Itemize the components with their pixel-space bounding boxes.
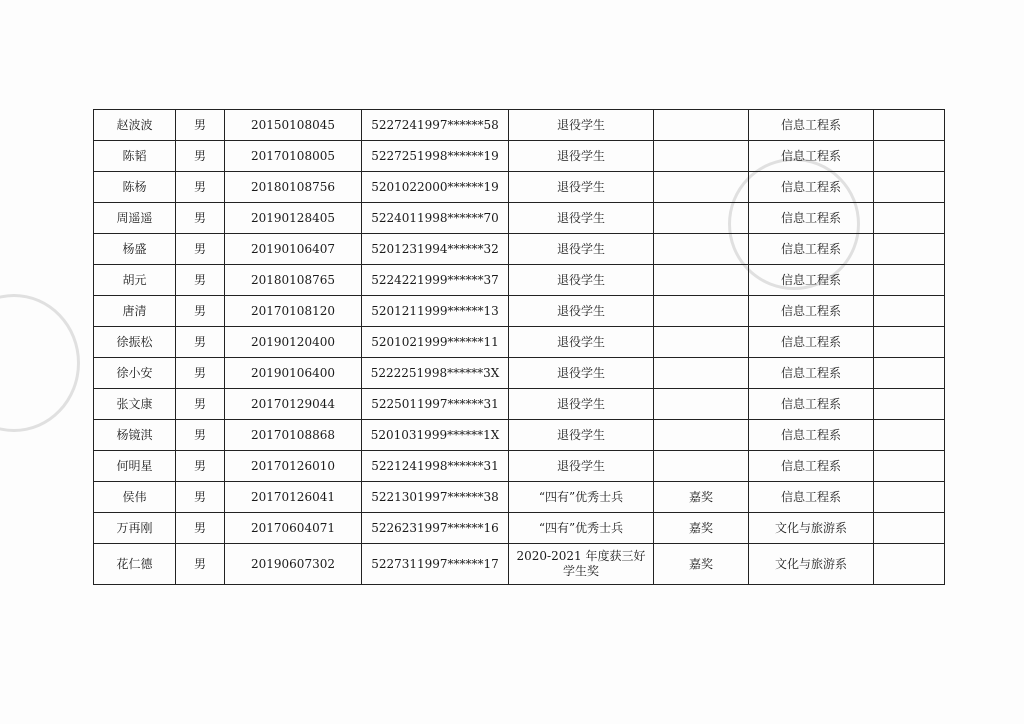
reason-cell: 退役学生: [509, 389, 654, 420]
student-id-cell: 20170108005: [225, 141, 362, 172]
table-row: [94, 482, 945, 513]
id-number-cell: 5222251998******3X: [362, 358, 509, 389]
reason-cell: 退役学生: [509, 203, 654, 234]
gender-cell: 男: [176, 296, 225, 327]
name-cell: 徐小安: [94, 358, 176, 389]
name-cell: 徐振松: [94, 327, 176, 358]
gender-cell: 男: [176, 327, 225, 358]
gender-cell: 男: [176, 513, 225, 544]
student-id-cell: 20190128405: [225, 203, 362, 234]
name-cell: 万再刚: [94, 513, 176, 544]
gender-cell: 男: [176, 110, 225, 141]
award-cell: [654, 141, 749, 172]
reason-cell: 退役学生: [509, 141, 654, 172]
note-cell: [874, 513, 945, 544]
note-cell: [874, 327, 945, 358]
student-id-cell: 20170604071: [225, 513, 362, 544]
id-number-cell: 5221301997******38: [362, 482, 509, 513]
reason-cell: 退役学生: [509, 327, 654, 358]
award-cell: [654, 420, 749, 451]
note-cell: [874, 389, 945, 420]
department-cell: 信息工程系: [749, 172, 874, 203]
note-cell: [874, 482, 945, 513]
gender-cell: 男: [176, 389, 225, 420]
student-id-cell: 20170126010: [225, 451, 362, 482]
roster-table-body: [94, 110, 945, 585]
student-id-cell: 20170108120: [225, 296, 362, 327]
name-cell: 胡元: [94, 265, 176, 296]
gender-cell: 男: [176, 482, 225, 513]
id-number-cell: 5227241997******58: [362, 110, 509, 141]
note-cell: [874, 265, 945, 296]
table-row: [94, 172, 945, 203]
id-number-cell: 5224011998******70: [362, 203, 509, 234]
award-cell: [654, 172, 749, 203]
table-row: [94, 296, 945, 327]
name-cell: 张文康: [94, 389, 176, 420]
id-number-cell: 5227251998******19: [362, 141, 509, 172]
gender-cell: 男: [176, 358, 225, 389]
department-cell: 信息工程系: [749, 482, 874, 513]
id-number-cell: 5227311997******17: [362, 544, 509, 585]
award-cell: [654, 234, 749, 265]
student-id-cell: 20190120400: [225, 327, 362, 358]
gender-cell: 男: [176, 265, 225, 296]
id-number-cell: 5221241998******31: [362, 451, 509, 482]
award-cell: [654, 110, 749, 141]
name-cell: 陈韬: [94, 141, 176, 172]
department-cell: 信息工程系: [749, 141, 874, 172]
department-cell: 信息工程系: [749, 451, 874, 482]
table-row: [94, 451, 945, 482]
student-id-cell: 20170108868: [225, 420, 362, 451]
student-id-cell: 20180108756: [225, 172, 362, 203]
award-cell: [654, 327, 749, 358]
id-number-cell: 5224221999******37: [362, 265, 509, 296]
table-row: [94, 513, 945, 544]
table-row: [94, 544, 945, 585]
department-cell: 信息工程系: [749, 420, 874, 451]
table-row: [94, 327, 945, 358]
department-cell: 信息工程系: [749, 358, 874, 389]
gender-cell: 男: [176, 451, 225, 482]
reason-cell: 退役学生: [509, 265, 654, 296]
reason-cell: 退役学生: [509, 234, 654, 265]
reason-cell: “四有”优秀士兵: [509, 513, 654, 544]
student-id-cell: 20190106407: [225, 234, 362, 265]
name-cell: 花仁德: [94, 544, 176, 585]
student-id-cell: 20190106400: [225, 358, 362, 389]
award-cell: [654, 358, 749, 389]
note-cell: [874, 203, 945, 234]
name-cell: 何明星: [94, 451, 176, 482]
note-cell: [874, 544, 945, 585]
department-cell: 信息工程系: [749, 327, 874, 358]
name-cell: 赵波波: [94, 110, 176, 141]
table-row: [94, 265, 945, 296]
gender-cell: 男: [176, 172, 225, 203]
student-id-cell: 20180108765: [225, 265, 362, 296]
student-id-cell: 20150108045: [225, 110, 362, 141]
department-cell: 文化与旅游系: [749, 513, 874, 544]
gender-cell: 男: [176, 420, 225, 451]
note-cell: [874, 358, 945, 389]
student-id-cell: 20170129044: [225, 389, 362, 420]
name-cell: 周遥遥: [94, 203, 176, 234]
gender-cell: 男: [176, 141, 225, 172]
note-cell: [874, 420, 945, 451]
reason-cell: 退役学生: [509, 358, 654, 389]
note-cell: [874, 451, 945, 482]
note-cell: [874, 296, 945, 327]
department-cell: 信息工程系: [749, 389, 874, 420]
name-cell: 杨镜淇: [94, 420, 176, 451]
award-cell: [654, 265, 749, 296]
student-id-cell: 20190607302: [225, 544, 362, 585]
name-cell: 陈杨: [94, 172, 176, 203]
note-cell: [874, 172, 945, 203]
reason-cell: 退役学生: [509, 110, 654, 141]
table-row: [94, 110, 945, 141]
table-row: [94, 420, 945, 451]
name-cell: 侯伟: [94, 482, 176, 513]
award-cell: [654, 451, 749, 482]
reason-cell: “四有”优秀士兵: [509, 482, 654, 513]
student-roster-table: [93, 109, 945, 585]
table-row: [94, 203, 945, 234]
reason-cell: 退役学生: [509, 451, 654, 482]
student-id-cell: 20170126041: [225, 482, 362, 513]
award-cell: 嘉奖: [654, 482, 749, 513]
reason-cell: 退役学生: [509, 420, 654, 451]
award-cell: [654, 389, 749, 420]
id-number-cell: 5201031999******1X: [362, 420, 509, 451]
note-cell: [874, 110, 945, 141]
department-cell: 文化与旅游系: [749, 544, 874, 585]
reason-cell: 退役学生: [509, 296, 654, 327]
id-number-cell: 5226231997******16: [362, 513, 509, 544]
award-cell: [654, 203, 749, 234]
table-row: [94, 234, 945, 265]
official-seal-stamp-partial: [0, 294, 80, 432]
table-row: [94, 141, 945, 172]
note-cell: [874, 234, 945, 265]
id-number-cell: 5225011997******31: [362, 389, 509, 420]
award-cell: [654, 296, 749, 327]
id-number-cell: 5201022000******19: [362, 172, 509, 203]
gender-cell: 男: [176, 234, 225, 265]
award-cell: 嘉奖: [654, 513, 749, 544]
gender-cell: 男: [176, 544, 225, 585]
department-cell: 信息工程系: [749, 203, 874, 234]
reason-cell: 退役学生: [509, 172, 654, 203]
id-number-cell: 5201231994******32: [362, 234, 509, 265]
award-cell: 嘉奖: [654, 544, 749, 585]
note-cell: [874, 141, 945, 172]
department-cell: 信息工程系: [749, 265, 874, 296]
department-cell: 信息工程系: [749, 110, 874, 141]
id-number-cell: 5201021999******11: [362, 327, 509, 358]
name-cell: 杨盛: [94, 234, 176, 265]
table-row: [94, 389, 945, 420]
gender-cell: 男: [176, 203, 225, 234]
name-cell: 唐清: [94, 296, 176, 327]
table-row: [94, 358, 945, 389]
reason-cell: 2020-2021 年度获三好学生奖: [509, 544, 654, 585]
department-cell: 信息工程系: [749, 296, 874, 327]
id-number-cell: 5201211999******13: [362, 296, 509, 327]
department-cell: 信息工程系: [749, 234, 874, 265]
